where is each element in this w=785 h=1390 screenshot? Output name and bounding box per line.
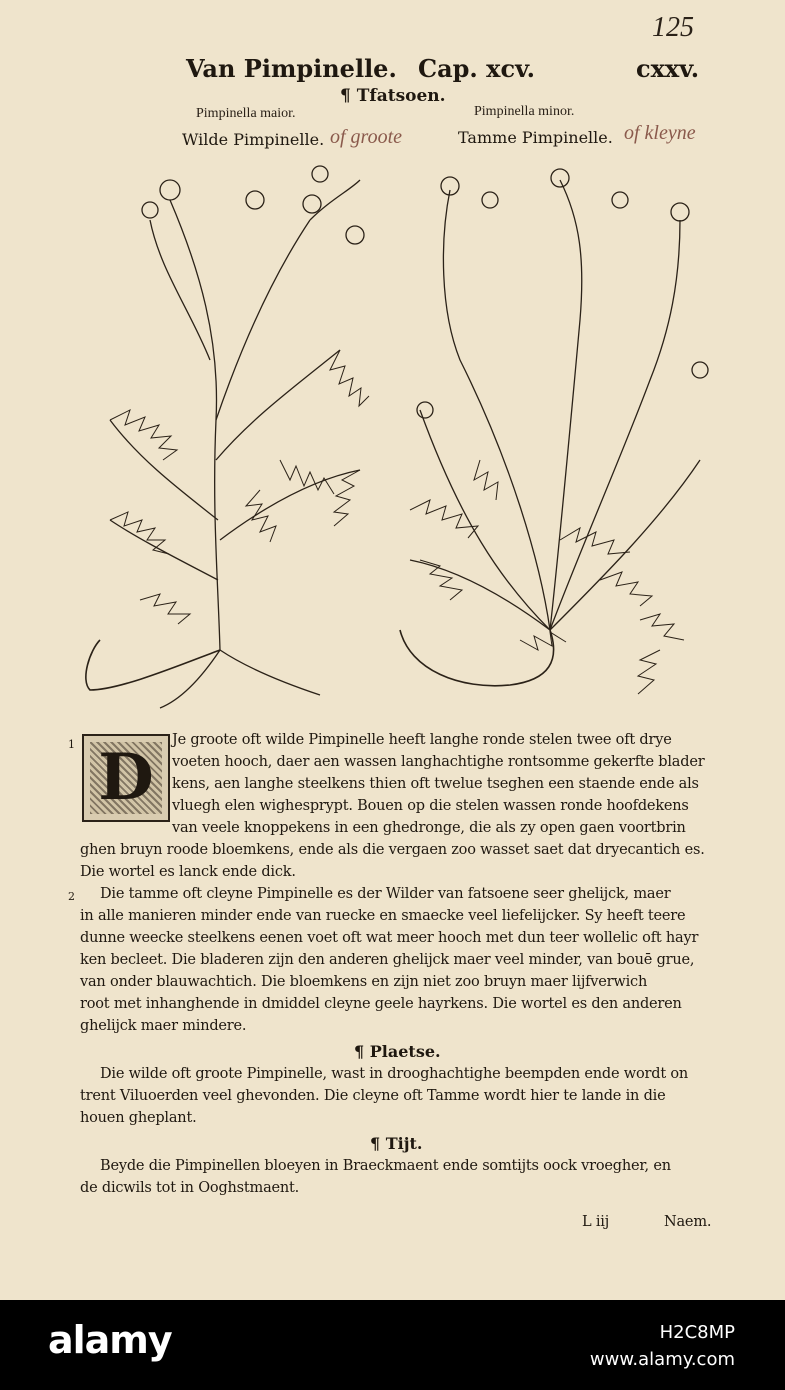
- tijt-line-1: Beyde die Pimpinellen bloeyen in Braeckmaent ende somtijts oock vroegher, en: [100, 1158, 671, 1174]
- paragraph-1-line-7: Die wortel es lanck ende dick.: [80, 864, 296, 880]
- header-chapter-number: Cap. xcv.: [418, 54, 535, 83]
- catchword: Naem.: [664, 1214, 712, 1230]
- brand-logo: alamy: [48, 1318, 172, 1362]
- paragraph-1-line-5: van veele knoppekens in een ghedronge, die als zy open gaen voortbrin: [172, 820, 686, 836]
- paragraph-1-number: 1: [68, 738, 75, 751]
- paragraph-1-line-6: ghen bruyn roode bloemkens, ende als die vergaen zoo wasset saet dat dryecantich es.: [80, 842, 705, 858]
- site-url: www.alamy.com: [589, 1349, 735, 1370]
- paragraph-2-line-1: Die tamme oft cleyne Pimpinelle es der Wilder van fatsoene seer ghelijck, maer: [100, 886, 671, 902]
- paragraph-2-number: 2: [68, 890, 75, 903]
- initial-letter: D: [98, 740, 154, 815]
- section-heading-tijt: ¶ Tijt.: [370, 1134, 423, 1153]
- pilcrow-icon: ¶: [340, 86, 351, 106]
- paragraph-2-line-4: ken becleet. Die bladeren zijn den anderen ghelijck maer veel minder, van bouē grue,: [80, 952, 695, 968]
- left-plant-latin-name: Pimpinella maior.: [196, 106, 296, 121]
- paragraph-1-line-3: kens, aen langhe steelkens thien oft twelue tseghen een staende ende als: [172, 776, 699, 792]
- handwritten-page-number: 125: [652, 12, 694, 43]
- image-id: H2C8MP: [659, 1322, 735, 1343]
- pilcrow-icon: ¶: [370, 1134, 381, 1153]
- plaetse-line-2: trent Viluoerden veel ghevonden. Die cleyne oft Tamme wordt hier te lande in die: [80, 1088, 666, 1104]
- plaetse-line-3: houen gheplant.: [80, 1110, 197, 1126]
- paragraph-2-line-7: ghelijck maer mindere.: [80, 1018, 247, 1034]
- paragraph-2-line-6: root met inhanghende in dmiddel cleyne geele hayrkens. Die wortel es den anderen: [80, 996, 682, 1012]
- paragraph-2-line-3: dunne weecke steelkens eenen voet oft wat meer hooch met dun teer wollelic oft hayr: [80, 930, 699, 946]
- plaetse-line-1: Die wilde oft groote Pimpinelle, wast in drooghachtighe beempden ende wordt on: [100, 1066, 689, 1082]
- paragraph-2-line-2: in alle manieren minder ende van ruecke en smaecke veel liefelijcker. Sy heeft teere: [80, 908, 686, 924]
- paragraph-2-line-5: van onder blauwachtich. Die bloemkens en zijn niet zoo bruyn maer lijfverwich: [80, 974, 648, 990]
- paragraph-1-line-1: Je groote oft wilde Pimpinelle heeft langhe ronde stelen twee oft drye: [172, 732, 672, 748]
- paragraph-1-line-4: vluegh elen wighesprypt. Bouen op die stelen wassen ronde hoofdekens: [172, 798, 689, 814]
- section-heading-plaetse: ¶ Plaetse.: [354, 1042, 441, 1061]
- pimpinella-maior-woodcut: [86, 166, 369, 708]
- right-plant-latin-name: Pimpinella minor.: [474, 104, 575, 119]
- left-plant-handwritten-annotation: of groote: [330, 126, 403, 148]
- tijt-line-2: de dicwils tot in Ooghstmaent.: [80, 1180, 300, 1196]
- header-chapter-title: Van Pimpinelle.: [186, 54, 397, 83]
- signature-mark: L iij: [582, 1214, 610, 1230]
- decorative-initial: [82, 734, 170, 822]
- section-heading-tfatsoen: ¶ Tfatsoen.: [340, 86, 446, 106]
- right-plant-handwritten-annotation: of kleyne: [624, 122, 696, 144]
- woodcut-illustration: [80, 160, 720, 710]
- pilcrow-icon: ¶: [354, 1042, 365, 1061]
- pimpinella-minor-woodcut: [400, 169, 708, 694]
- right-plant-dutch-name: Tamme Pimpinelle.: [458, 128, 613, 147]
- paragraph-1-line-2: voeten hooch, daer aen wassen langhachtighe rontsomme gekerfte blader: [172, 754, 705, 770]
- header-folio-number: cxxv.: [636, 54, 700, 83]
- left-plant-dutch-name: Wilde Pimpinelle.: [182, 130, 325, 149]
